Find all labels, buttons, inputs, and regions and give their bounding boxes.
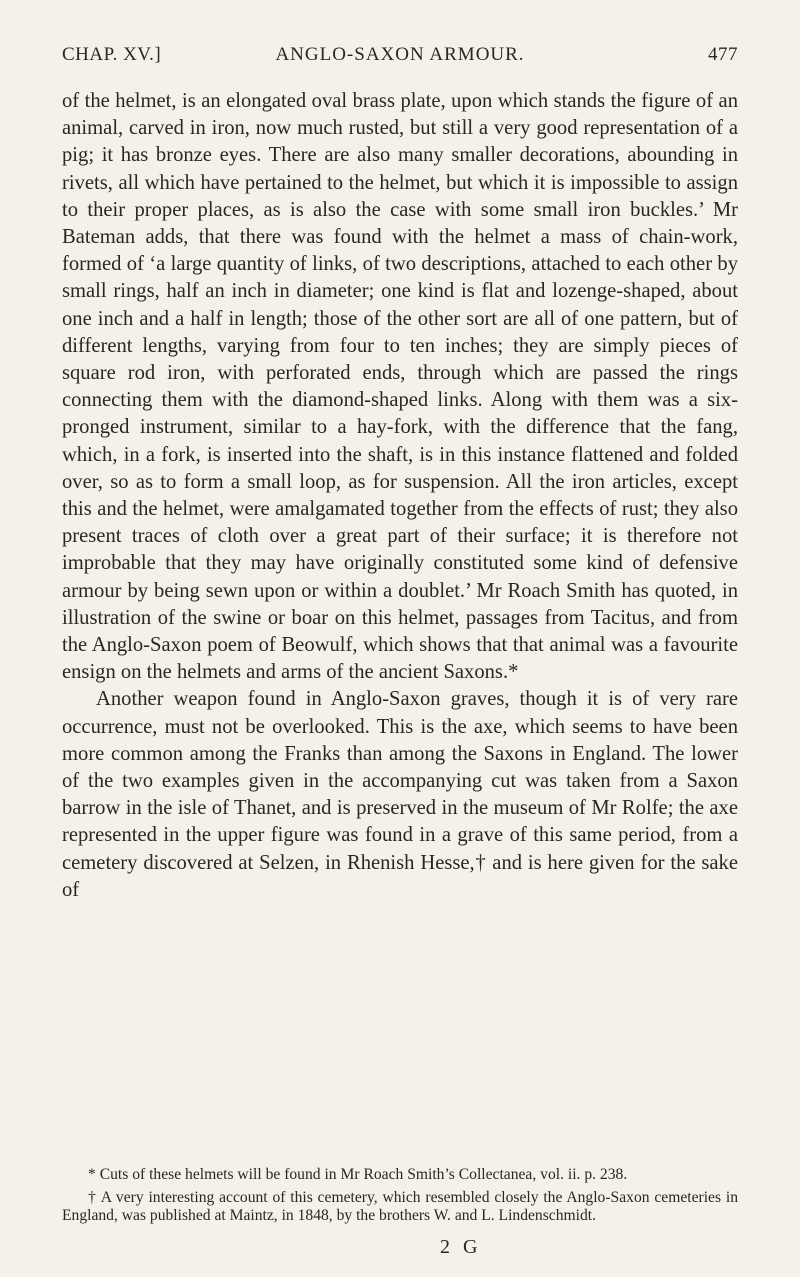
page-number: 477 bbox=[708, 44, 738, 65]
chapter-label: CHAP. XV.] bbox=[62, 44, 162, 65]
paragraph-continued: of the helmet, is an elongated oval brass plate, upon which stands the figure of an animal, carved in iron, now much rusted, but still a very good representation of a pig; it has bronze eyes. There are also many smaller decorations, abounding in rivets, all which have pertained to the helmet, but which it is impossible to assign to their proper places, as is also the case with some small iron buckles.’ Mr Bateman adds, that there was found with the helmet a mass of chain-work, formed of ‘a large quantity of links, of two descriptions, attached to each other by small rings, half an inch in diameter; one kind is flat and lozenge-shaped, about one inch and a half in length; those of the other sort are all of one pattern, but of different lengths, varying from four to ten inches; they are simply pieces of square rod iron, with perforated ends, through which are passed the rings connecting them with the diamond-shaped links. Along with them was a six-pronged instrument, similar to a hay-fork, with the difference that the fang, which, in a fork, is inserted into the shaft, is in this instance flattened and folded over, so as to form a small loop, as for suspension. All the iron articles, except this and the helmet, were amalgamated together from the effects of rust; they also present traces of cloth over a great part of their surface; it is therefore not improbable that they may have originally constituted some kind of defensive armour by being sewn upon or within a doublet.’ Mr Roach Smith has quoted, in illustration of the swine or boar on this helmet, passages from Tacitus, and from the Anglo-Saxon poem of Beowulf, which shows that that animal was a favourite ensign on the helmets and arms of the ancient Saxons.* bbox=[62, 90, 738, 684]
running-title: ANGLO-SAXON ARMOUR. bbox=[275, 44, 525, 65]
main-text bbox=[62, 88, 738, 904]
running-header bbox=[62, 44, 738, 72]
signature-mark: 2 G bbox=[440, 1236, 482, 1258]
paragraph-axe: Another weapon found in Anglo-Saxon graves, though it is of very rare occurrence, must not be overlooked. This is the axe, which seems to have been more common among the Franks than among the Saxons in England. The lower of the two examples given in the accompanying cut was taken from a Saxon barrow in the isle of Thanet, and is preserved in the museum of Mr Rolfe; the axe represented in the upper figure was found in a grave of this same period, from a cemetery discovered at Selzen, in Rhenish Hesse,† and is here given for the sake of bbox=[62, 688, 738, 901]
footnotes bbox=[62, 1166, 738, 1230]
footnote-2: † A very interesting account of this cemetery, which resembled closely the Anglo-Saxon cemeteries in England, was published at Maintz, in 1848, by the brothers W. and L. Lindenschmidt. bbox=[62, 1188, 738, 1225]
footnote-1: * Cuts of these helmets will be found in Mr Roach Smith’s Collectanea, vol. ii. p. 238. bbox=[88, 1166, 628, 1183]
